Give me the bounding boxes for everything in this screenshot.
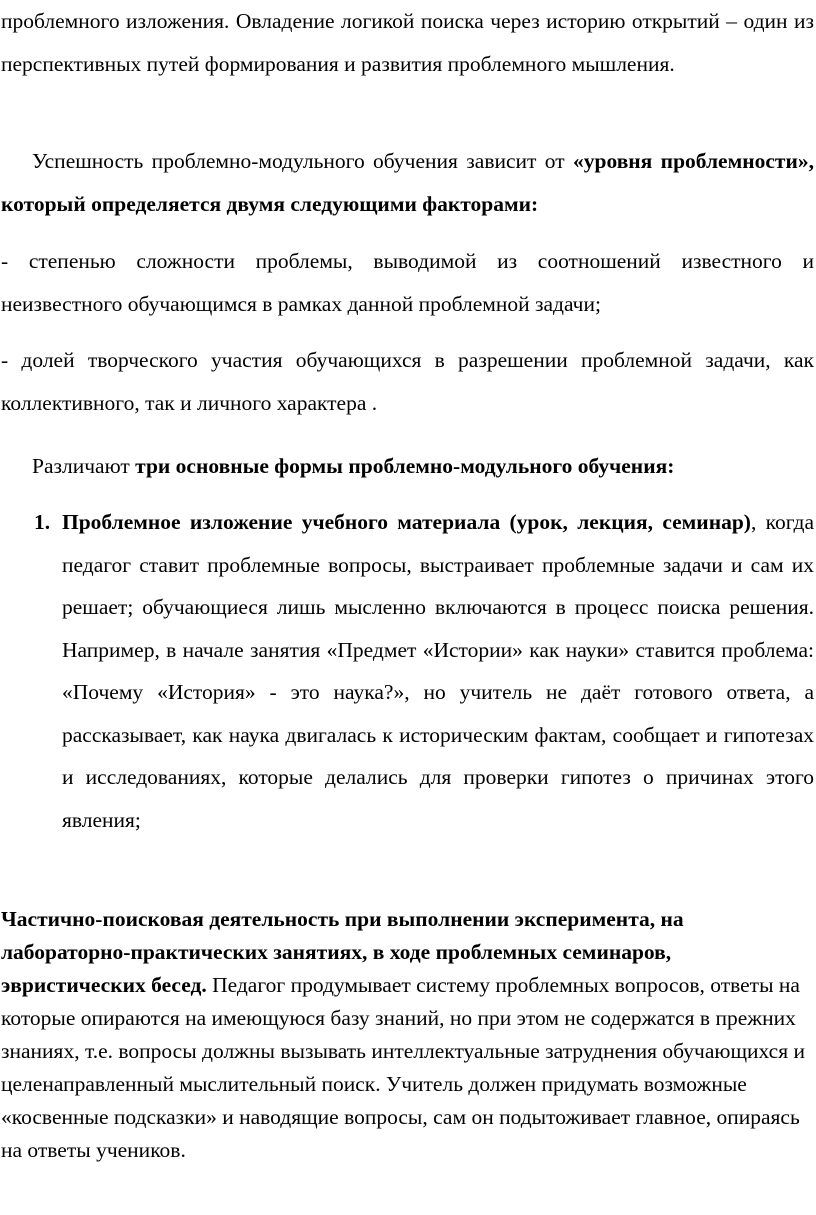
- list-item-number: 1.: [34, 510, 51, 534]
- factor-complexity: - степенью сложности проблемы, выводимой из соотношений известного и неизвестного обучающимся в рамках данной проблемной задачи;: [1, 249, 814, 316]
- problem-presentation-title: Проблемное изложение учебного материала (урок, лекция, семинар): [62, 510, 751, 534]
- paragraph-success-factors: [1, 140, 814, 225]
- forms-intro-text: Различают: [32, 454, 136, 478]
- success-factors-text: Успешность проблемно-модульного обучения зависит от: [32, 149, 574, 173]
- factor-creative-participation: - долей творческого участия обучающихся в разрешении проблемной задачи, как коллективного, так и личного характера .: [1, 348, 814, 415]
- partial-search-text: Педагог продумывает систему проблемных вопросов, ответы на которые опираются на имеющуюся базу знаний, но при этом не содержатся в прежних знаниях, т.е. вопросы должны вызывать интеллектуальные затруднения обучающихся и целенаправленный мыслительный поиск. Учитель должен придумать возможные «косвенные подсказки» и наводящие вопросы, сам он подытоживает главное, опираясь на ответы учеников.: [1, 973, 805, 1162]
- list-item-problem-presentation: [62, 501, 814, 841]
- success-factors-bold: «уровня проблемности», который определяется двумя следующими факторами:: [1, 149, 814, 216]
- forms-intro-bold: три основные формы проблемно-модульного обучения:: [135, 454, 675, 478]
- paragraph-intro-continuation: проблемного изложения. Овладение логикой поиска через историю открытий – один из перспективных путей формирования и развития проблемного мышления.: [1, 9, 814, 76]
- partial-search-title: Частично-поисковая деятельность при выполнении эксперимента, на лабораторно-практических занятиях, в ходе проблемных семинаров, эвристических бесед.: [1, 907, 684, 997]
- paragraph-forms-intro: [1, 445, 814, 488]
- problem-presentation-text: , когда педагог ставит проблемные вопросы, выстраивает проблемные задачи и сам их решает; обучающиеся лишь мысленно включаются в процесс поиска решения. Например, в начале занятия «Предмет «Истории» как науки» ставится проблема: «Почему «История» - это наука?», но учитель не даёт готового ответа, а рассказывает, как наука двигалась к историческим фактам, сообщает и гипотезах и исследованиях, которые делались для проверки гипотез о причинах этого явления;: [62, 510, 814, 832]
- paragraph-partial-search: [1, 903, 814, 1167]
